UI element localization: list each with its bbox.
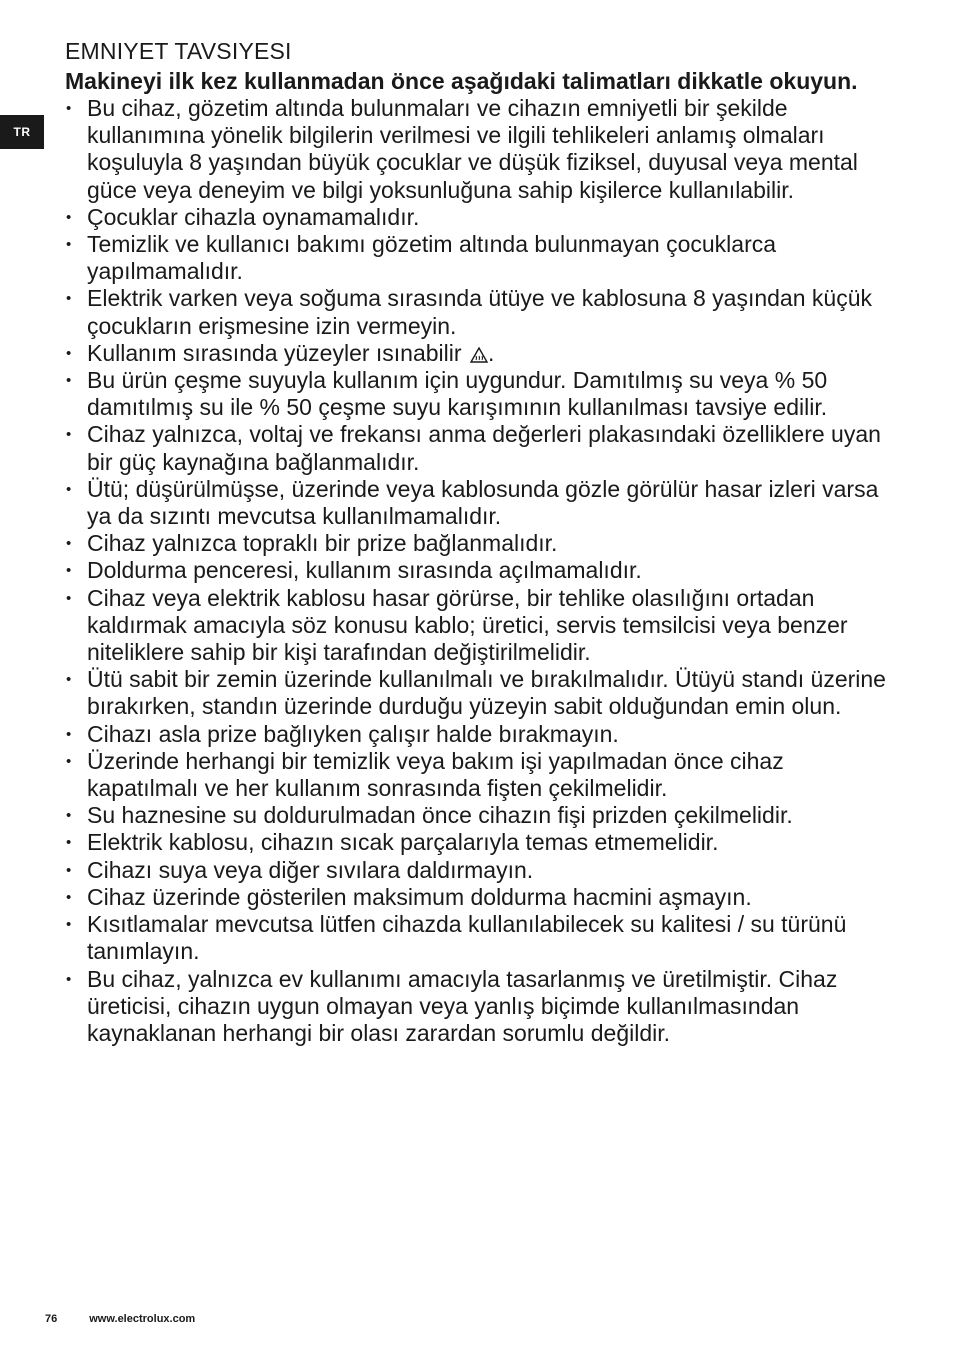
page-number: 76 xyxy=(45,1313,58,1325)
safety-rules-list xyxy=(65,95,895,1047)
list-item: • Cihaz üzerinde gösterilen maksimum doldurma hacmini aşmayın. xyxy=(65,884,895,911)
list-item: • Bu ürün çeşme suyuyla kullanım için uygundur. Damıtılmış su veya % 50 damıtılmış su ile % 50 çeşme suyu karışımının kullanılması tavsiye edilir. xyxy=(65,367,895,421)
list-item: • Kısıtlamalar mevcutsa lütfen cihazda kullanılabilecek su kalitesi / su türünü tanımlayın. xyxy=(65,911,895,965)
list-item: • Cihaz yalnızca topraklı bir prize bağlanmalıdır. xyxy=(65,530,895,557)
safety-section xyxy=(65,36,895,1047)
list-item: • Elektrik kablosu, cihazın sıcak parçalarıyla temas etmemelidir. xyxy=(65,829,895,856)
list-item: • Cihazı asla prize bağlıyken çalışır halde bırakmayın. xyxy=(65,721,895,748)
list-item: • Bu cihaz, yalnızca ev kullanımı amacıyla tasarlanmış ve üretilmiştir. Cihaz üreticisi, cihazın uygun olmayan veya yanlış biçimde kullanılmasından kaynaklanan herhangi bir olası zarardan sorumlu değildir. xyxy=(65,966,895,1048)
list-item: • Ütü; düşürülmüşse, üzerinde veya kablosunda gözle görülür hasar izleri varsa ya da sızıntı mevcutsa kullanılmamalıdır. xyxy=(65,476,895,530)
list-item: • Temizlik ve kullanıcı bakımı gözetim altında bulunmayan çocuklarca yapılmamalıdır. xyxy=(65,231,895,285)
list-item: • Bu cihaz, gözetim altında bulunmaları ve cihazın emniyetli bir şekilde kullanımına yönelik bilgilerin verilmesi ve ilgili tehlikeleri anlamış olmaları koşuluyla 8 yaşından büyük çocuklar ve düşük fiziksel, duyusal veya mental güce veya deneyim ve bilgi yoksunluğuna sahip kişilerce kullanılabilir. xyxy=(65,95,895,204)
intro-instruction: Makineyi ilk kez kullanmadan önce aşağıdaki talimatları dikkatle okuyun. xyxy=(65,68,858,94)
list-item: • Üzerinde herhangi bir temizlik veya bakım işi yapılmadan önce cihaz kapatılmalı ve her kullanım sonrasında fişten çekilmelidir. xyxy=(65,748,895,802)
list-item: • Cihaz yalnızca, voltaj ve frekansı anma değerleri plakasındaki özelliklere uyan bir güç kaynağına bağlanmalıdır. xyxy=(65,421,895,475)
list-item: • Çocuklar cihazla oynamamalıdır. xyxy=(65,204,895,231)
list-item-text: Kullanım sırasında yüzeyler ısınabilir xyxy=(87,339,462,366)
list-item-hot-surface xyxy=(65,340,895,367)
hot-surface-warning-icon xyxy=(470,347,488,363)
list-item: • Cihazı suya veya diğer sıvılara daldırmayın. xyxy=(65,857,895,884)
list-item: • Ütü sabit bir zemin üzerinde kullanılmalı ve bırakılmalıdır. Ütüyü standı üzerine bırakırken, standın üzerinde durduğu yüzeyin sabit olduğundan emin olun. xyxy=(65,666,895,720)
list-item: • Cihaz veya elektrik kablosu hasar görürse, bir tehlike olasılığını ortadan kaldırmak amacıyla söz konusu kablo; üretici, servis temsilcisi veya benzer niteliklere sahip bir kişi tarafından değiştirilmelidir. xyxy=(65,585,895,667)
page-footer xyxy=(45,1313,195,1325)
list-item: • Elektrik varken veya soğuma sırasında ütüye ve kablosuna 8 yaşından küçük çocukların erişmesine izin vermeyin. xyxy=(65,285,895,339)
section-title: EMNIYET TAVSIYESI xyxy=(65,38,292,64)
website-link[interactable]: www.electrolux.com xyxy=(89,1313,196,1325)
list-item-suffix: . xyxy=(487,339,495,366)
list-item: • Su haznesine su doldurulmadan önce cihazın fişi prizden çekilmelidir. xyxy=(65,802,895,829)
language-tab: TR xyxy=(0,115,44,149)
list-item: • Doldurma penceresi, kullanım sırasında açılmamalıdır. xyxy=(65,557,895,584)
